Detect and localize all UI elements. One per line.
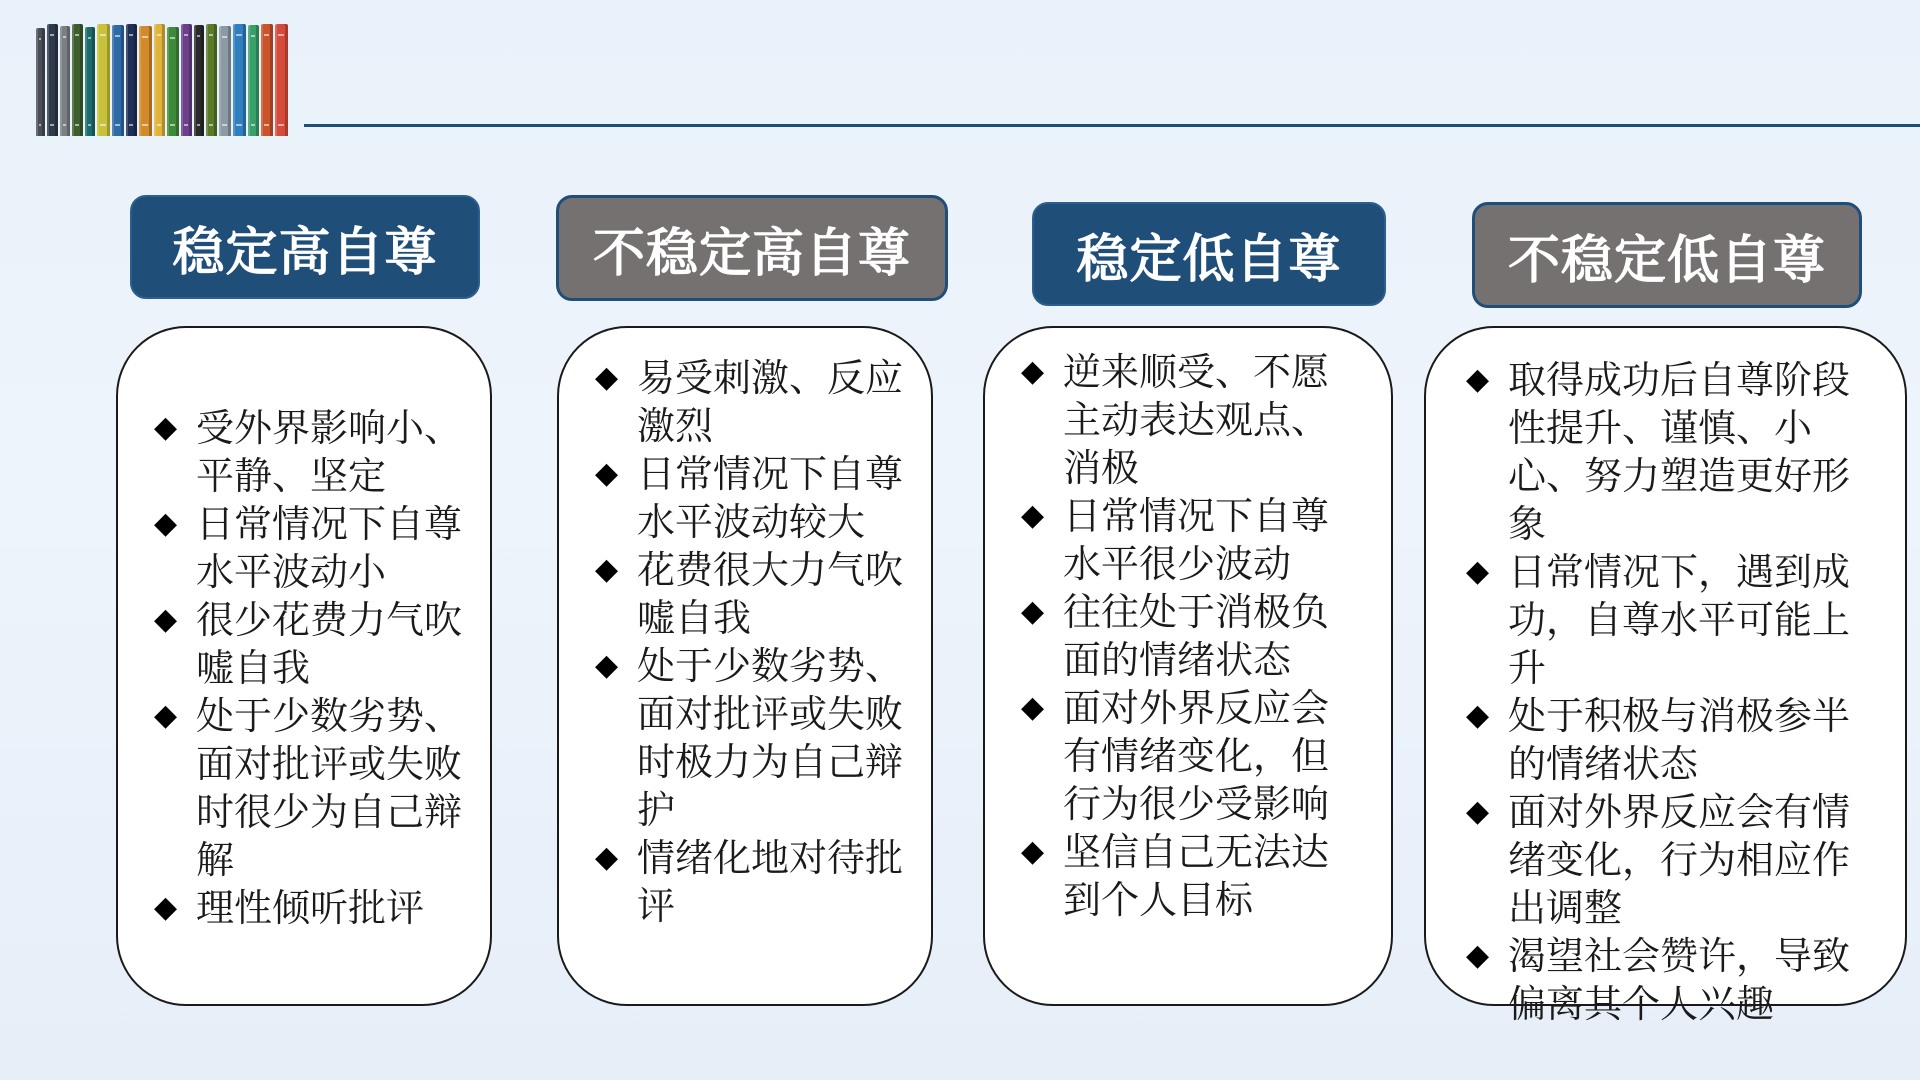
item-text: 处于少数劣势、面对批评或失败时极力为自己辩护 [637, 644, 904, 832]
card-stable-high-self-esteem [116, 326, 492, 1006]
list-item [1021, 348, 1365, 492]
diamond-bullet-icon: ◆ [154, 410, 178, 445]
card-unstable-high-self-esteem [557, 326, 933, 1006]
card-stable-low-self-esteem [983, 326, 1393, 1006]
book-spine [154, 24, 165, 136]
book-spine [181, 24, 192, 136]
book-spine [219, 26, 231, 136]
header-divider [304, 124, 1920, 127]
list-item [154, 884, 468, 932]
item-text: 处于积极与消极参半的情绪状态 [1508, 694, 1851, 786]
diamond-bullet-icon: ◆ [154, 506, 178, 541]
item-text: 往往处于消极负面的情绪状态 [1063, 590, 1330, 682]
diamond-bullet-icon: ◆ [595, 552, 619, 587]
list-item [1021, 828, 1365, 924]
list-item [1466, 932, 1875, 1028]
list-item [595, 354, 909, 450]
list-item [154, 692, 468, 884]
book-spine [60, 26, 69, 136]
diamond-bullet-icon: ◆ [1466, 698, 1490, 733]
list-item [1466, 356, 1875, 548]
book-spine [206, 24, 217, 136]
list-item [154, 404, 468, 500]
item-text: 情绪化地对待批评 [637, 836, 904, 928]
diamond-bullet-icon: ◆ [1466, 794, 1490, 829]
item-text: 处于少数劣势、面对批评或失败时很少为自己辩解 [196, 694, 463, 882]
diamond-bullet-icon: ◆ [1021, 594, 1045, 629]
item-text: 坚信自己无法达到个人目标 [1063, 830, 1330, 922]
book-spine [275, 24, 288, 136]
heading-unstable-low-self-esteem: 不稳定低自尊 [1472, 202, 1862, 308]
item-text: 取得成功后自尊阶段性提升、谨慎、小心、努力塑造更好形象 [1508, 358, 1851, 546]
item-text: 日常情况下，遇到成功，自尊水平可能上升 [1508, 550, 1851, 690]
diamond-bullet-icon: ◆ [154, 698, 178, 733]
diamond-bullet-icon: ◆ [595, 648, 619, 683]
book-spine [248, 25, 259, 136]
book-spine [261, 24, 273, 136]
item-text: 面对外界反应会有情绪变化，但行为很少受影响 [1063, 686, 1330, 826]
book-spine [85, 27, 95, 136]
diamond-bullet-icon: ◆ [1466, 554, 1490, 589]
book-spine [97, 24, 110, 136]
diamond-bullet-icon: ◆ [1466, 938, 1490, 973]
book-spine [112, 25, 124, 136]
item-text: 日常情况下自尊水平波动小 [196, 502, 463, 594]
list-item [1021, 492, 1365, 588]
item-text: 渴望社会赞许，导致偏离其个人兴趣 [1508, 934, 1851, 1026]
diamond-bullet-icon: ◆ [1021, 690, 1045, 725]
item-text: 易受刺激、反应激烈 [637, 356, 904, 448]
book-spine [72, 24, 83, 136]
diamond-bullet-icon: ◆ [1466, 362, 1490, 397]
list-item [154, 500, 468, 596]
item-text: 日常情况下自尊水平很少波动 [1063, 494, 1330, 586]
list-item [595, 834, 909, 930]
diamond-bullet-icon: ◆ [595, 456, 619, 491]
list-item [595, 546, 909, 642]
list-item [1021, 588, 1365, 684]
diamond-bullet-icon: ◆ [154, 890, 178, 925]
list-item [1466, 788, 1875, 932]
heading-stable-low-self-esteem: 稳定低自尊 [1032, 202, 1386, 306]
list-item [154, 596, 468, 692]
diamond-bullet-icon: ◆ [595, 840, 619, 875]
list-item [595, 450, 909, 546]
item-text: 理性倾听批评 [196, 886, 425, 930]
book-spine [233, 24, 246, 136]
item-text: 花费很大力气吹嘘自我 [637, 548, 904, 640]
book-spine [47, 24, 58, 136]
list-item [1466, 692, 1875, 788]
item-text: 受外界影响小、平静、坚定 [196, 406, 463, 498]
heading-unstable-high-self-esteem: 不稳定高自尊 [556, 195, 948, 301]
diamond-bullet-icon: ◆ [595, 360, 619, 395]
card-unstable-low-self-esteem [1424, 326, 1907, 1026]
books-logo-image [36, 24, 288, 136]
list-item [1021, 684, 1365, 828]
diamond-bullet-icon: ◆ [1021, 834, 1045, 869]
book-spine [194, 25, 204, 136]
item-text: 日常情况下自尊水平波动较大 [637, 452, 904, 544]
diamond-bullet-icon: ◆ [1021, 498, 1045, 533]
heading-stable-high-self-esteem: 稳定高自尊 [130, 195, 480, 299]
list-item [1466, 548, 1875, 692]
book-spine [167, 27, 179, 136]
item-text: 很少花费力气吹嘘自我 [196, 598, 463, 690]
diamond-bullet-icon: ◆ [154, 602, 178, 637]
book-spine [126, 24, 137, 136]
list-item [595, 642, 909, 834]
item-text: 面对外界反应会有情绪变化，行为相应作出调整 [1508, 790, 1851, 930]
book-spine [139, 26, 152, 136]
book-spine [36, 28, 45, 136]
item-text: 逆来顺受、不愿主动表达观点、消极 [1063, 350, 1330, 490]
diamond-bullet-icon: ◆ [1021, 354, 1045, 389]
